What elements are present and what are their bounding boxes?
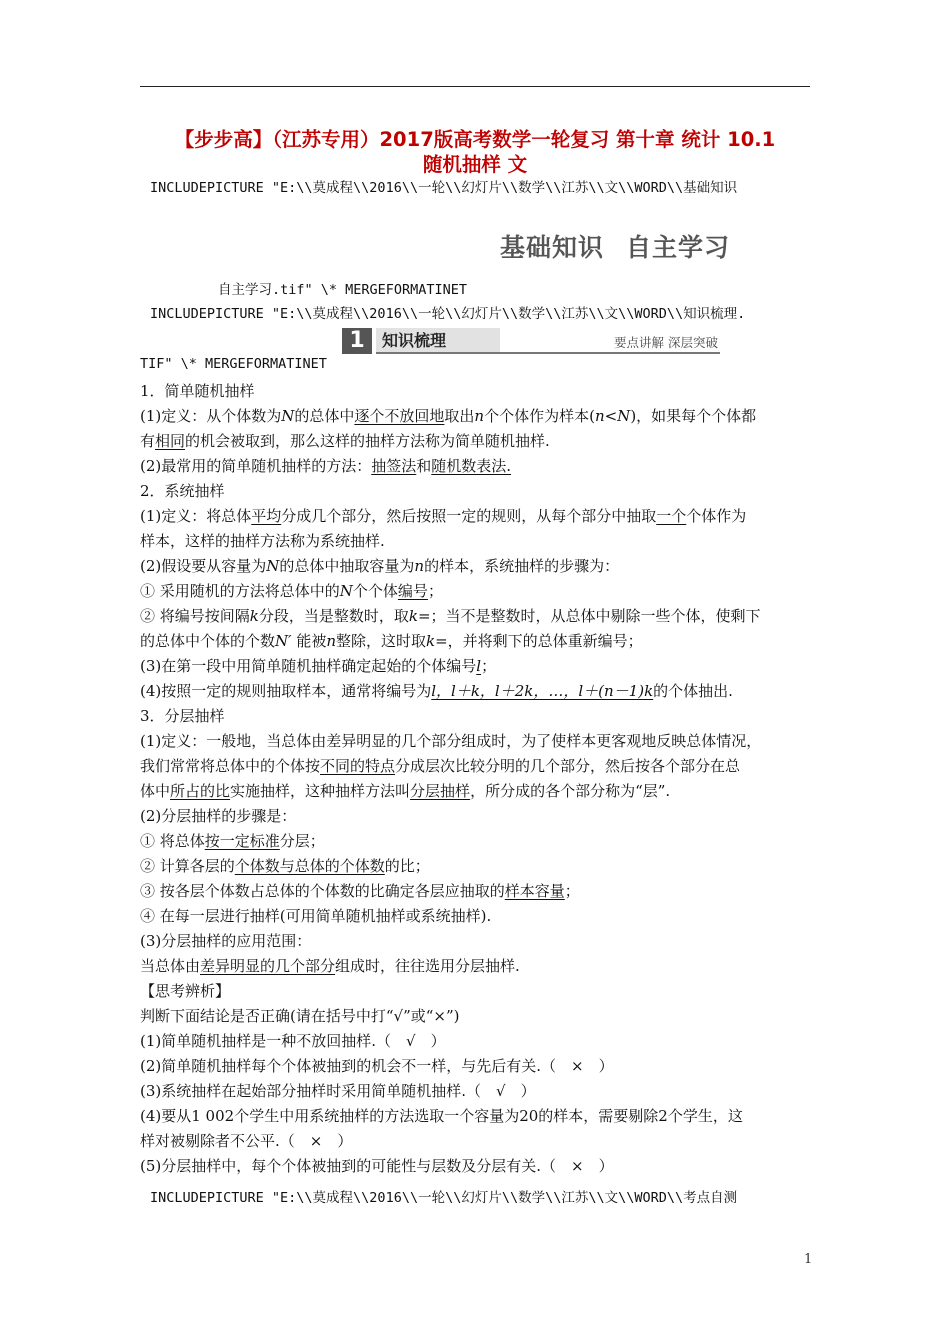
text: ； xyxy=(481,657,497,675)
blank-answer: 编号 xyxy=(397,582,428,600)
blank-answer: 不同的特点 xyxy=(320,757,396,775)
var-k: k xyxy=(426,632,436,650)
include-field-1-tail: 自主学习.tif" \* MERGEFORMATINET xyxy=(218,282,468,298)
var-n: n xyxy=(414,557,425,575)
think-question-2: (2)简单随机抽样每个个体被抽到的机会不一样，与先后有关.（ × ） xyxy=(140,1057,614,1075)
knowledge-section-bar xyxy=(342,328,720,354)
think-heading: 【思考辨析】 xyxy=(140,982,231,1000)
text: )，如果每个个体都 xyxy=(630,407,757,425)
blank-answer: 按一定标准 xyxy=(204,832,280,850)
blank-answer: 平均 xyxy=(251,507,282,525)
text: 取出 xyxy=(444,407,475,425)
s3-step2 xyxy=(140,856,430,876)
text: =；当不是整数时，从总体中剔除一些个体，使剩下 xyxy=(417,607,761,625)
s2-steps-intro xyxy=(140,556,619,576)
s3-step3 xyxy=(140,881,580,901)
include-field-2-tail: TIF" \* MERGEFORMATINET xyxy=(140,356,327,372)
s2-step2-line2 xyxy=(140,631,643,651)
think-intro: 判断下面结论是否正确(请在括号中打“√”或“×”) xyxy=(140,1007,460,1025)
think-question-5: (5)分层抽样中，每个个体被抽到的可能性与层数及分层有关.（ × ） xyxy=(140,1157,614,1175)
text: (2)假设要从容量为 xyxy=(140,557,267,575)
s1-definition-line1 xyxy=(140,406,756,426)
s2-step3 xyxy=(140,656,496,676)
think-question-3: (3)系统抽样在起始部分抽样时采用简单随机抽样.（ √ ） xyxy=(140,1082,536,1100)
text: 能被 xyxy=(291,632,327,650)
think-question-4-line1: (4)要从1 002个学生中用系统抽样的方法选取一个容量为20的样本，需要剔除2个学生，这 xyxy=(140,1107,743,1125)
text: 我们常常将总体中的个体按 xyxy=(140,757,321,775)
text: 的总体中个体的个数 xyxy=(140,632,276,650)
s3-definition-line1: (1)定义：一般地，当总体由差异明显的几个部分组成时，为了使样本更客观地反映总体情况， xyxy=(140,732,762,750)
var-condition: n<N xyxy=(594,407,631,425)
s2-definition-line1 xyxy=(140,506,746,526)
text: ① 采用随机的方法将总体中的 xyxy=(140,582,340,600)
var-k: k xyxy=(408,607,418,625)
document-title-line2: 随机抽样 文 xyxy=(422,153,528,176)
text: 的个体抽出. xyxy=(653,682,733,700)
text: 组成时，往往选用分层抽样. xyxy=(335,957,520,975)
text: (1)定义：将总体 xyxy=(140,507,252,525)
var-n: n xyxy=(326,632,336,650)
var-N: N xyxy=(281,407,295,425)
s3-definition-line3 xyxy=(140,781,670,801)
include-field-1: INCLUDEPICTURE "E:\\莫成程\\2016\\一轮\\幻灯片\\数学\\江苏\\文\\WORD\\基础知识 xyxy=(150,180,738,196)
blank-answer: 抽签法 xyxy=(371,457,417,475)
blank-answer: 一个 xyxy=(656,507,687,525)
s2-step2-line1 xyxy=(140,606,761,626)
text: ； xyxy=(427,582,443,600)
section-label: 知识梳理 xyxy=(376,328,500,354)
s3-scope-text xyxy=(140,956,520,976)
section-number: 1 xyxy=(342,328,372,354)
var-k: k xyxy=(249,607,259,625)
text: ② 将编号按间隔 xyxy=(140,607,250,625)
text: (1)定义：从个体数为 xyxy=(140,407,282,425)
text: 分成层次比较分明的几个部分，然后按各个部分在总 xyxy=(395,757,741,775)
s3-heading: 3．分层抽样 xyxy=(140,707,225,725)
text: 个个体 xyxy=(352,582,398,600)
blank-answer: l，l＋k，l＋2k，…，l＋(n－1)k xyxy=(431,682,654,700)
blank-answer: 分层抽样 xyxy=(410,782,471,800)
s3-scope-heading: (3)分层抽样的应用范围： xyxy=(140,932,312,950)
section-underline xyxy=(376,352,720,354)
s1-definition-line2 xyxy=(140,431,550,451)
blank-answer: 个体数与总体的个体数 xyxy=(234,857,385,875)
blank-answer: 所占的比 xyxy=(170,782,231,800)
blank-answer: 差异明显的几个部分 xyxy=(200,957,336,975)
s1-methods xyxy=(140,456,511,476)
text: ，所分成的各个部分称为“层”. xyxy=(470,782,671,800)
blank-answer: 逐个不放回地 xyxy=(354,407,445,425)
blank-answer: l xyxy=(476,657,482,675)
include-field-2: INCLUDEPICTURE "E:\\莫成程\\2016\\一轮\\幻灯片\\数学\\江苏\\文\\WORD\\知识梳理. xyxy=(150,306,746,322)
s3-step1 xyxy=(140,831,325,851)
s2-definition-line2: 样本，这样的抽样方法称为系统抽样. xyxy=(140,532,385,550)
text: 个体作为 xyxy=(686,507,747,525)
text: 的样本，系统抽样的步骤为： xyxy=(424,557,620,575)
text: (2)最常用的简单随机抽样的方法： xyxy=(140,457,372,475)
text: 的总体中抽取容量为 xyxy=(279,557,415,575)
top-rule xyxy=(140,86,810,87)
s2-step4 xyxy=(140,681,733,701)
section-banner xyxy=(500,228,730,264)
text: ① 将总体 xyxy=(140,832,205,850)
text: 的总体中 xyxy=(294,407,355,425)
var-n: n xyxy=(474,407,485,425)
text: ② 计算各层的 xyxy=(140,857,235,875)
blank-answer: 随机数表法. xyxy=(431,457,512,475)
blank-answer: 相同 xyxy=(155,432,186,450)
s1-heading: 1．简单随机抽样 xyxy=(140,382,255,400)
var-N: N xyxy=(339,582,353,600)
text: 个个体作为样本( xyxy=(484,407,595,425)
s3-step4: ④ 在每一层进行抽样(可用简单随机抽样或系统抽样). xyxy=(140,907,492,925)
banner-left: 基础知识 xyxy=(500,233,605,262)
think-question-1: (1)简单随机抽样是一种不放回抽样.（ √ ） xyxy=(140,1032,446,1050)
text: (4)按照一定的规则抽取样本，通常将编号为 xyxy=(140,682,432,700)
text: 分层； xyxy=(279,832,325,850)
include-field-3: INCLUDEPICTURE "E:\\莫成程\\2016\\一轮\\幻灯片\\数学\\江苏\\文\\WORD\\考点自测 xyxy=(150,1190,738,1206)
text: ； xyxy=(564,882,580,900)
s3-steps-intro: (2)分层抽样的步骤是： xyxy=(140,807,297,825)
document-title-line1: 【步步高】（江苏专用）2017版高考数学一轮复习 第十章 统计 10.1 xyxy=(174,128,776,151)
page-number: 1 xyxy=(804,1252,813,1267)
think-question-4-line2: 样对被剔除者不公平.（ × ） xyxy=(140,1132,353,1150)
section-subtitle: 要点讲解 深层突破 xyxy=(614,335,718,350)
text: 的比； xyxy=(384,857,430,875)
text: =，并将剩下的总体重新编号； xyxy=(435,632,643,650)
text: 和 xyxy=(416,457,432,475)
blank-answer: 样本容量 xyxy=(504,882,565,900)
var-N: N xyxy=(266,557,280,575)
s2-heading: 2．系统抽样 xyxy=(140,482,225,500)
s3-definition-line2 xyxy=(140,756,740,776)
text: 的机会被取到，那么这样的抽样方法称为简单随机抽样. xyxy=(185,432,550,450)
text: 分成几个部分，然后按照一定的规则，从每个部分中抽取 xyxy=(281,507,657,525)
text: 分段，当是整数时，取 xyxy=(258,607,409,625)
s2-step1 xyxy=(140,581,443,601)
text: 整除，这时取 xyxy=(336,632,427,650)
text: 有 xyxy=(140,432,156,450)
text: ③ 按各层个体数占总体的个体数的比确定各层应抽取的 xyxy=(140,882,505,900)
text: (3)在第一段中用简单随机抽样确定起始的个体编号 xyxy=(140,657,477,675)
text: 实施抽样，这种抽样方法叫 xyxy=(230,782,411,800)
text: 当总体由 xyxy=(140,957,201,975)
banner-right: 自主学习 xyxy=(626,233,731,262)
var-N-prime: N′ xyxy=(275,632,292,650)
text: 体中 xyxy=(140,782,171,800)
